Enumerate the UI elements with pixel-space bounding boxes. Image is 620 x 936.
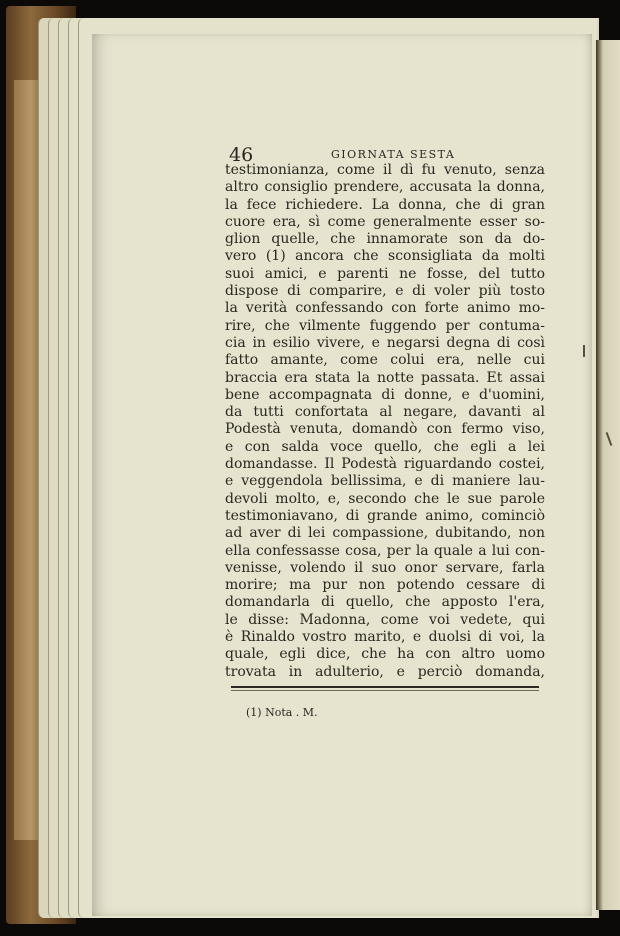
text-line: trovata in adulterio, e perciò domanda, <box>225 663 545 680</box>
text-line: morire; ma pur non potendo cessare di <box>225 577 545 594</box>
text-line: ad aver di lei compassione, dubitando, non <box>225 525 545 542</box>
text-line: testimonianza, come il dì fu venuto, senza <box>225 162 545 178</box>
footnote: (1) Nota . M. <box>246 706 318 719</box>
text-line: le disse: Madonna, come voi vedete, qui <box>225 611 545 628</box>
text-line: vero (1) ancora che sconsigliata da molti <box>225 248 545 265</box>
footnote-rule <box>231 686 539 688</box>
page-number: 46 <box>229 144 254 166</box>
running-head: GIORNATA SESTA <box>331 148 456 161</box>
text-line: ella confessasse cosa, per la quale a lui con- <box>225 542 545 559</box>
text-line: dispose di comparire, e di voler più tosto <box>225 283 545 300</box>
body-text <box>225 162 545 681</box>
text-line: e con salda voce quello, che egli a lei <box>225 438 545 455</box>
text-line: la verità confessando con forte animo mo- <box>225 300 545 317</box>
text-line: altro consiglio prendere, accusata la donna, <box>225 179 545 196</box>
text-line: braccia era stata la notte passata. Et assai <box>225 369 545 386</box>
text-line: domandasse. Il Podestà riguardando costei, <box>225 456 545 473</box>
text-line: è Rinaldo vostro marito, e duolsi di voi, la <box>225 629 545 646</box>
text-line: rire, che vilmente fuggendo per contuma- <box>225 317 545 334</box>
facing-page-edge <box>596 40 620 910</box>
text-line: bene accompagnata di donne, e d'uomini, <box>225 386 545 403</box>
text-line: glion quelle, che innamorate son da do- <box>225 231 545 248</box>
text-line: la fece richiedere. La donna, che di gran <box>225 196 545 213</box>
footnote-rule-thin <box>231 690 539 691</box>
text-line: devoli molto, e, secondo che le sue parole <box>225 490 545 507</box>
text-line: suoi amici, e parenti ne fosse, del tutto <box>225 265 545 282</box>
text-line: quale, egli dice, che ha con altro uomo <box>225 646 545 663</box>
margin-mark <box>583 345 585 357</box>
text-line: testimoniavano, di grande animo, cominciò <box>225 507 545 524</box>
text-line: domandarla di quello, che apposto l'era, <box>225 594 545 611</box>
text-line: e veggendola bellissima, e di maniere lau- <box>225 473 545 490</box>
text-line: cuore era, sì come generalmente esser so- <box>225 213 545 230</box>
text-line: cia in esilio vivere, e negarsi degna di così <box>225 334 545 351</box>
text-line: da tutti confortata al negare, davanti al <box>225 404 545 421</box>
text-line: Podestà venuta, domandò con fermo viso, <box>225 421 545 438</box>
text-line: fatto amante, come colui era, nelle cui <box>225 352 545 369</box>
text-line: venisse, volendo il suo onor servare, farla <box>225 559 545 576</box>
